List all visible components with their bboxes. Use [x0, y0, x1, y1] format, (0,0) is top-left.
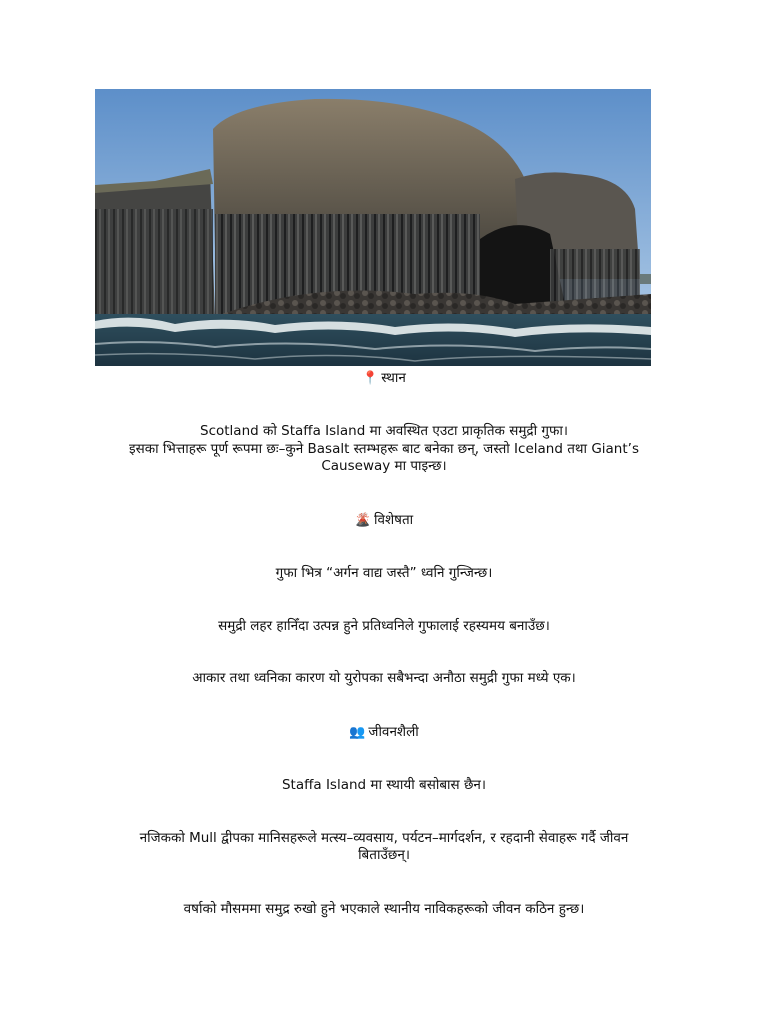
paragraph: गुफा भित्र “अर्गन वाद्य जस्तै” ध्वनि गुन्जिन्छ। [275, 565, 493, 581]
paragraph: वर्षाको मौसममा समुद्र रुखो हुने भएकाले स्थानीय नाविकहरूको जीवन कठिन हुन्छ। [183, 901, 585, 917]
paragraph: बिताउँछन्। [358, 847, 410, 863]
people-icon: 👥 [349, 725, 366, 740]
paragraph: Causeway मा पाइन्छ। [321, 458, 447, 474]
pin-icon: 📍 [362, 371, 379, 386]
paragraph: नजिकको Mull द्वीपका मानिसहरूले मत्स्य–व्यवसाय, पर्यटन–मार्गदर्शन, र रहदानी सेवाहरू गर्दै जीवन [139, 830, 629, 846]
paragraph: इसका भित्ताहरू पूर्ण रूपमा छः–कुने Basalt स्तम्भहरू बाट बनेका छन्, जस्तो Iceland तथा Giant’s [129, 441, 639, 457]
heading-lifestyle [100, 723, 668, 742]
paragraph: Staffa Island मा स्थायी बसोबास छैन। [281, 777, 487, 793]
volcano-icon: 🌋 [354, 513, 371, 528]
heading-location-title: स्थान [381, 370, 406, 386]
paragraph: Scotland को Staffa Island मा अवस्थित एउटा प्राकृतिक समुद्री गुफा। [200, 423, 568, 439]
cave-photo [95, 89, 651, 366]
heading-lifestyle-title: जीवनशैली [368, 724, 419, 740]
heading-features [100, 511, 668, 530]
heading-features-title: विशेषता [374, 512, 414, 528]
paragraph: आकार तथा ध्वनिका कारण यो युरोपका सबैभन्दा अनौठा समुद्री गुफा मध्ये एक। [192, 670, 576, 686]
heading-location [100, 369, 668, 388]
paragraph: समुद्री लहर हानिँदा उत्पन्न हुने प्रतिध्वनिले गुफालाई रहस्यमय बनाउँछ। [218, 618, 550, 634]
